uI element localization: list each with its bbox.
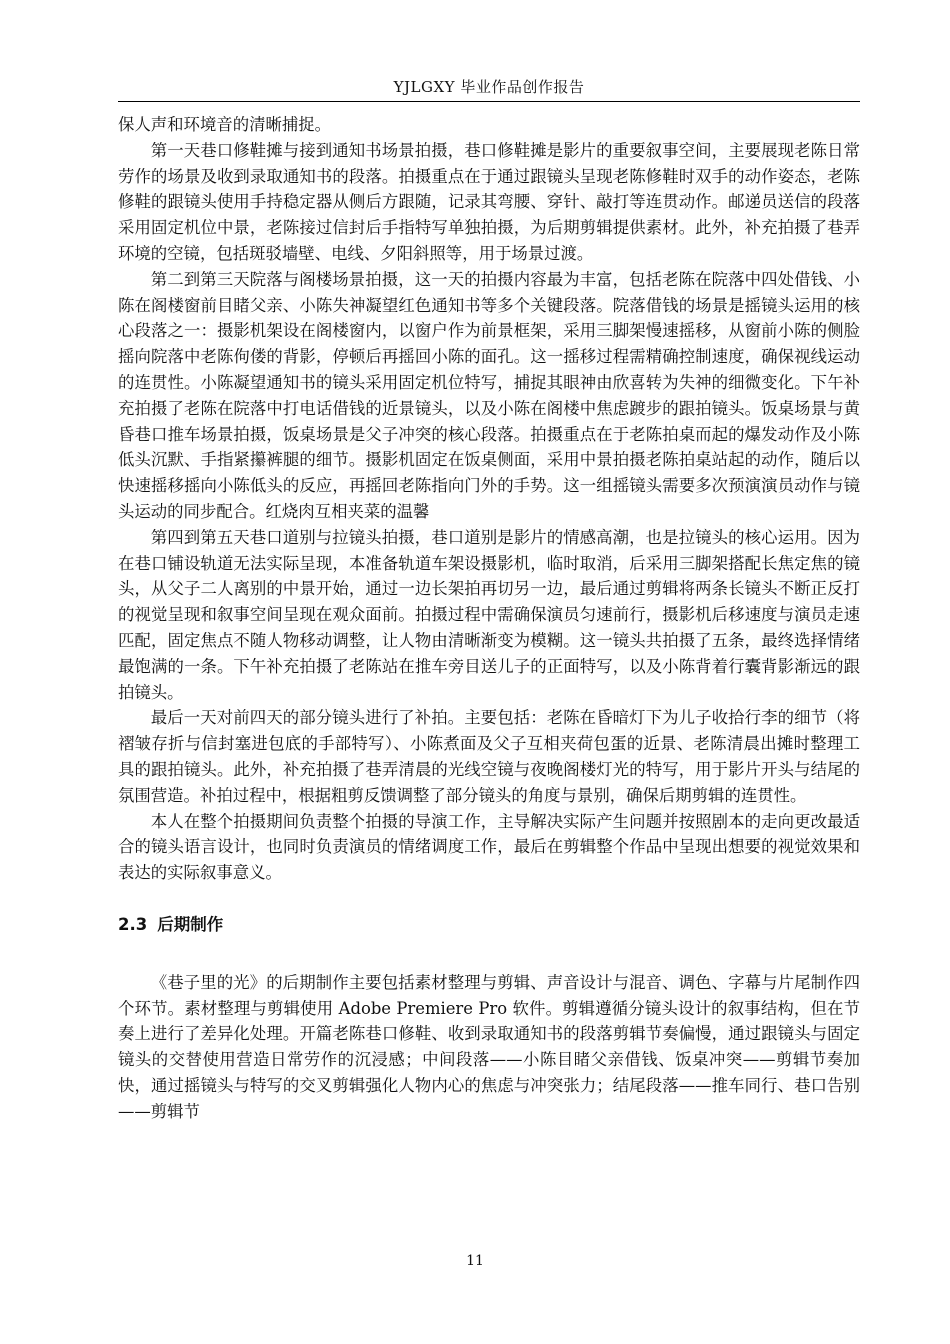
body-paragraph: 第二到第三天院落与阁楼场景拍摄，这一天的拍摄内容最为丰富，包括老陈在院落中四处借钱、小陈在阁楼窗前目睹父亲、小陈失神凝望红色通知书等多个关键段落。院落借钱的场景是摇镜头运用的核心段落之一：摄影机架设在阁楼窗内，以窗户作为前景框架，采用三脚架慢速摇移，从窗前小陈的侧脸摇向院落中老陈佝偻的背影，停顿后再摇回小陈的面孔。这一摇移过程需精确控制速度，确保视线运动的连贯性。小陈凝望通知书的镜头采用固定机位特写，捕捉其眼神由欣喜转为失神的细微变化。下午补充拍摄了老陈在院落中打电话借钱的近景镜头，以及小陈在阁楼中焦虑踱步的跟拍镜头。饭桌场景与黄昏巷口推车场景拍摄，饭桌场景是父子冲突的核心段落。拍摄重点在于老陈拍桌而起的爆发动作及小陈低头沉默、手指紧攥裤腿的细节。摄影机固定在饭桌侧面，采用中景拍摄老陈拍桌站起的动作，随后以快速摇移摇向小陈低头的反应，再摇回老陈指向门外的手势。这一组摇镜头需要多次预演演员动作与镜头运动的同步配合。红烧肉互相夹菜的温馨	[118, 269, 860, 521]
section-number: 2.3	[118, 914, 148, 934]
body-paragraph: 最后一天对前四天的部分镜头进行了补拍。主要包括：老陈在昏暗灯下为儿子收拾行李的细节（将褶皱存折与信封塞进包底的手部特写）、小陈煮面及父子互相夹荷包蛋的近景、老陈清晨出摊时整理工具的跟拍镜头。此外，补充拍摄了巷弄清晨的光线空镜与夜晚阁楼灯光的特写，用于影片开头与结尾的氛围营造。补拍过程中，根据粗剪反馈调整了部分镜头的角度与景别，确保后期剪辑的连贯性。	[118, 708, 860, 805]
page-header: YJLGXY 毕业作品创作报告	[393, 78, 585, 96]
page-body	[118, 112, 860, 1124]
header-divider	[118, 101, 860, 102]
body-paragraph: 第四到第五天巷口道别与拉镜头拍摄，巷口道别是影片的情感高潮，也是拉镜头的核心运用。因为在巷口铺设轨道无法实际呈现，本准备轨道车架设摄影机，临时取消，后采用三脚架搭配长焦定焦的镜头，从父子二人离别的中景开始，通过一边长架拍再切另一边，最后通过剪辑将两条长镜头不断正反打的视觉呈现和叙事空间呈现在观众面前。拍摄过程中需确保演员匀速前行，摄影机后移速度与演员走速匹配，固定焦点不随人物移动调整，让人物由清晰渐变为模糊。这一镜头共拍摄了五条，最终选择情绪最饱满的一条。下午补充拍摄了老陈站在推车旁目送儿子的正面特写，以及小陈背着行囊背影渐远的跟拍镜头。	[118, 527, 860, 702]
section-heading	[118, 912, 860, 938]
page-number: 11	[466, 1253, 484, 1269]
body-section-post-production	[118, 970, 860, 1125]
body-paragraph: 本人在整个拍摄期间负责整个拍摄的导演工作，主导解决实际产生问题并按照剧本的走向更改最适合的镜头语言设计，也同时负责演员的情绪调度工作，最后在剪辑整个作品中呈现出想要的视觉效果和表达的实际叙事意义。	[118, 811, 860, 883]
body-paragraph: 第一天巷口修鞋摊与接到通知书场景拍摄，巷口修鞋摊是影片的重要叙事空间，主要展现老陈日常劳作的场景及收到录取通知书的段落。拍摄重点在于通过跟镜头呈现老陈修鞋时双手的动作姿态，老陈修鞋的跟镜头使用手持稳定器从侧后方跟随，记录其弯腰、穿针、敲打等连贯动作。邮递员送信的段落采用固定机位中景，老陈接过信封后手指特写单独拍摄，为后期剪辑提供素材。此外，补充拍摄了巷弄环境的空镜，包括斑驳墙壁、电线、夕阳斜照等，用于场景过渡。	[118, 140, 860, 263]
body-paragraph: 《巷子里的光》的后期制作主要包括素材整理与剪辑、声音设计与混音、调色、字幕与片尾制作四个环节。素材整理与剪辑使用 Adobe Premiere Pro 软件。剪辑遵循分镜头设计的叙事结构，但在节奏上进行了差异化处理。开篇老陈巷口修鞋、收到录取通知书的段落剪辑节奏偏慢，通过跟镜头与固定镜头的交替使用营造日常劳作的沉浸感；中间段落——小陈目睹父亲借钱、饭桌冲突——剪辑节奏加快，通过摇镜头与特写的交叉剪辑强化人物内心的焦虑与冲突张力；结尾段落——推车同行、巷口告别——剪辑节	[118, 972, 860, 1121]
body-section-shooting	[118, 112, 860, 886]
body-paragraph: 保人声和环境音的清晰捕捉。	[118, 115, 332, 134]
section-title: 后期制作	[157, 914, 224, 934]
